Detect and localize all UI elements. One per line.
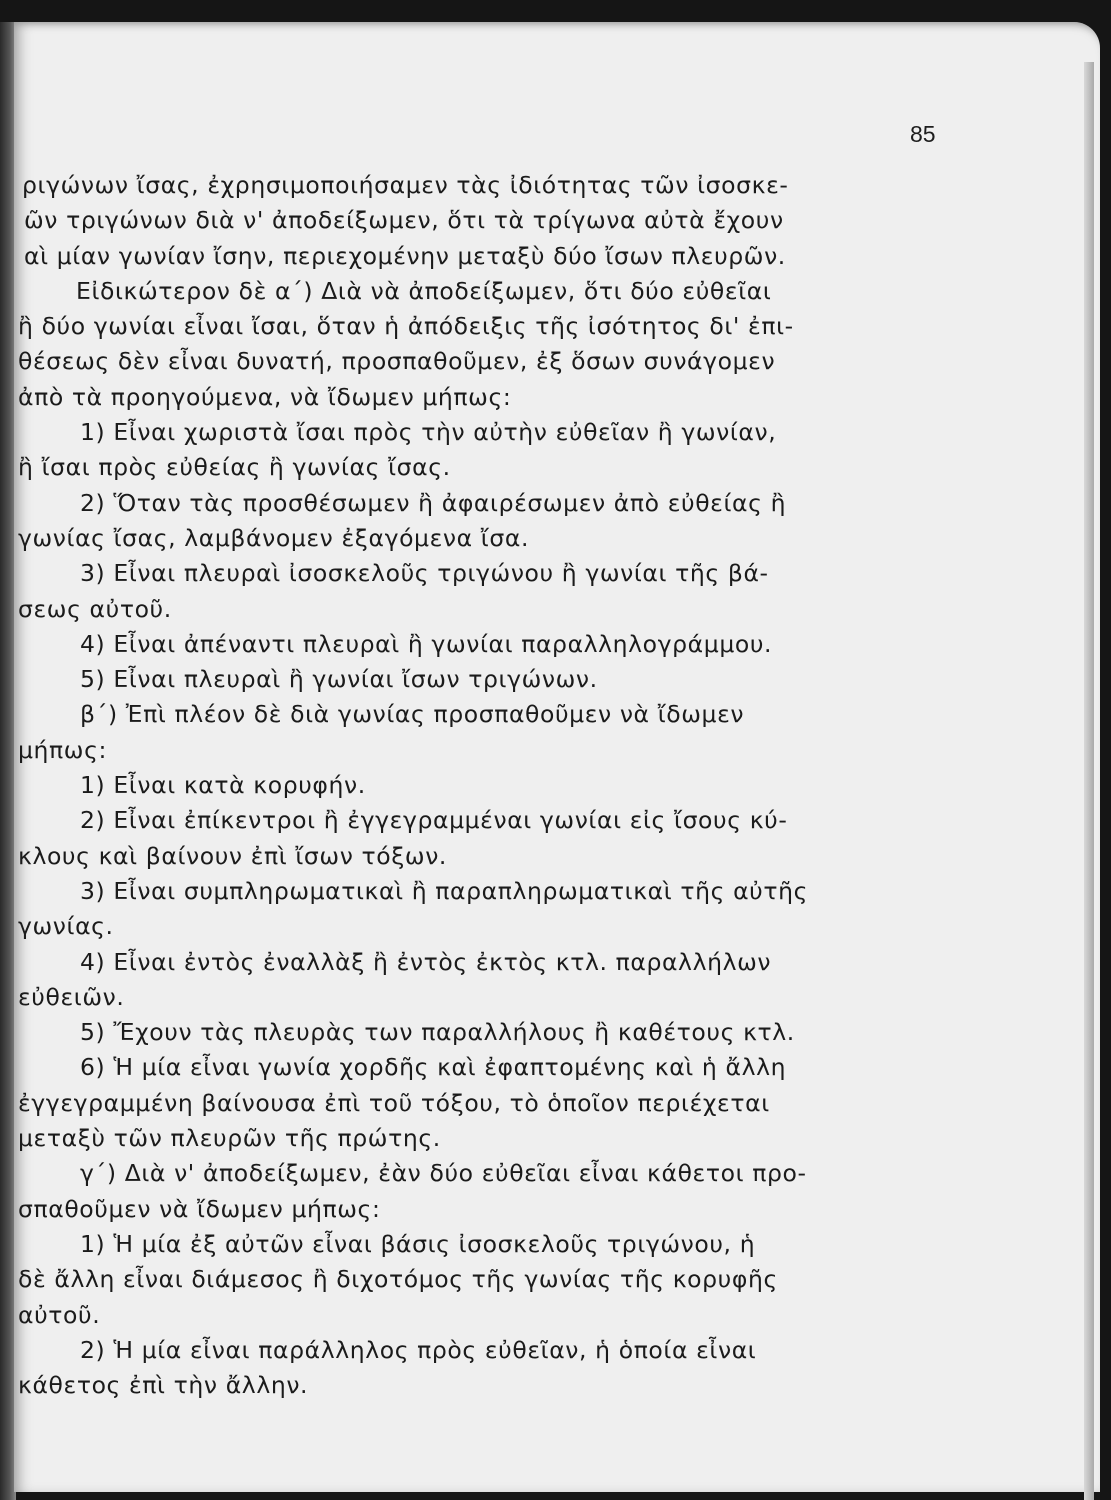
text-line: 4) Εἶναι ἐντὸς ἐναλλὰξ ἢ ἐντὸς ἐκτὸς κτλ. παραλλήλων (80, 947, 772, 976)
page-number: 85 (910, 121, 936, 147)
text-line: ριγώνων ἴσας, ἐχρησιμοποιήσαμεν τὰς ἰδιότητας τῶν ἰσοσκε- (22, 171, 789, 199)
text-line: 1) Εἶναι κατὰ κορυφήν. (80, 771, 366, 800)
text-line: ἢ ἴσαι πρὸς εὐθείας ἢ γωνίας ἴσας. (18, 453, 451, 482)
text-line: μεταξὺ τῶν πλευρῶν τῆς πρώτης. (18, 1124, 441, 1153)
text-line: μήπως: (18, 735, 107, 764)
text-line: κλους καὶ βαίνουν ἐπὶ ἴσων τόξων. (18, 841, 447, 870)
text-line: 5) Ἔχουν τὰς πλευρὰς των παραλλήλους ἢ καθέτους κτλ. (80, 1018, 795, 1047)
text-line: 2) Εἶναι ἐπίκεντροι ἢ ἐγγεγραμμέναι γωνίαι εἰς ἴσους κύ- (80, 806, 788, 835)
text-line: 1) Ἡ μία ἐξ αὐτῶν εἶναι βάσις ἰσοσκελοῦς τριγώνου, ἡ (80, 1229, 756, 1258)
text-line: 1) Εἶναι χωριστὰ ἴσαι πρὸς τὴν αὐτὴν εὐθεῖαν ἢ γωνίαν, (80, 418, 777, 447)
text-line: εὐθειῶν. (18, 982, 125, 1011)
text-line: κάθετος ἐπὶ τὴν ἄλλην. (18, 1371, 309, 1400)
text-line: γ΄) Διὰ ν' ἀποδείξωμεν, ἐὰν δύο εὐθεῖαι εἶναι κάθετοι προ- (80, 1159, 807, 1188)
text-line: 5) Εἶναι πλευραὶ ἢ γωνίαι ἴσων τριγώνων. (80, 665, 598, 694)
text-line: σπαθοῦμεν νὰ ἴδωμεν μήπως: (18, 1194, 381, 1223)
text-line: θέσεως δὲν εἶναι δυνατή, προσπαθοῦμεν, ἐξ ὅσων συνάγομεν (18, 347, 776, 376)
text-line: 2) Ὅταν τὰς προσθέσωμεν ἢ ἀφαιρέσωμεν ἀπὸ εὐθείας ἢ (80, 488, 787, 517)
text-line: αὐτοῦ. (18, 1300, 101, 1329)
paper-page (14, 22, 1100, 1492)
text-line: ἢ δύο γωνίαι εἶναι ἴσαι, ὅταν ἡ ἀπόδειξις τῆς ἰσότητος δι' ἐπι- (18, 312, 794, 341)
text-line: αὶ μίαν γωνίαν ἴσην, περιεχομένην μεταξὺ δύο ἴσων πλευρῶν. (24, 241, 786, 270)
text-line: σεως αὐτοῦ. (18, 594, 172, 623)
text-line: 6) Ἡ μία εἶναι γωνία χορδῆς καὶ ἐφαπτομένης καὶ ἡ ἄλλη (80, 1053, 787, 1082)
body-text (14, 168, 1014, 1403)
text-line: ἐγγεγραμμένη βαίνουσα ἐπὶ τοῦ τόξου, τὸ ὁποῖον περιέχεται (18, 1088, 770, 1117)
text-line: ἀπὸ τὰ προηγούμενα, νὰ ἴδωμεν μήπως: (18, 382, 512, 411)
page-edge (1084, 62, 1094, 1500)
text-line: 3) Εἶναι πλευραὶ ἰσοσκελοῦς τριγώνου ἢ γωνίαι τῆς βά- (80, 559, 769, 588)
text-line: γωνίας. (18, 912, 114, 941)
text-line: Εἰδικώτερον δὲ α΄) Διὰ νὰ ἀποδείξωμεν, ὅτι δύο εὐθεῖαι (76, 276, 772, 305)
text-line: 3) Εἶναι συμπληρωματικαὶ ἢ παραπληρωματικαὶ τῆς αὐτῆς (80, 876, 809, 905)
text-line: 4) Εἶναι ἀπέναντι πλευραὶ ἢ γωνίαι παραλληλογράμμου. (80, 629, 773, 658)
text-line: β΄) Ἐπὶ πλέον δὲ διὰ γωνίας προσπαθοῦμεν νὰ ἴδωμεν (80, 700, 745, 729)
text-line: δὲ ἄλλη εἶναι διάμεσος ἢ διχοτόμος τῆς γωνίας τῆς κορυφῆς (18, 1265, 778, 1294)
text-line: ῶν τριγώνων διὰ ν' ἀποδείξωμεν, ὅτι τὰ τρίγωνα αὐτὰ ἔχουν (24, 206, 784, 235)
text-line: 2) Ἡ μία εἶναι παράλληλος πρὸς εὐθεῖαν, ἡ ὁποία εἶναι (80, 1335, 757, 1364)
text-line: γωνίας ἴσας, λαμβάνομεν ἐξαγόμενα ἴσα. (18, 523, 530, 552)
